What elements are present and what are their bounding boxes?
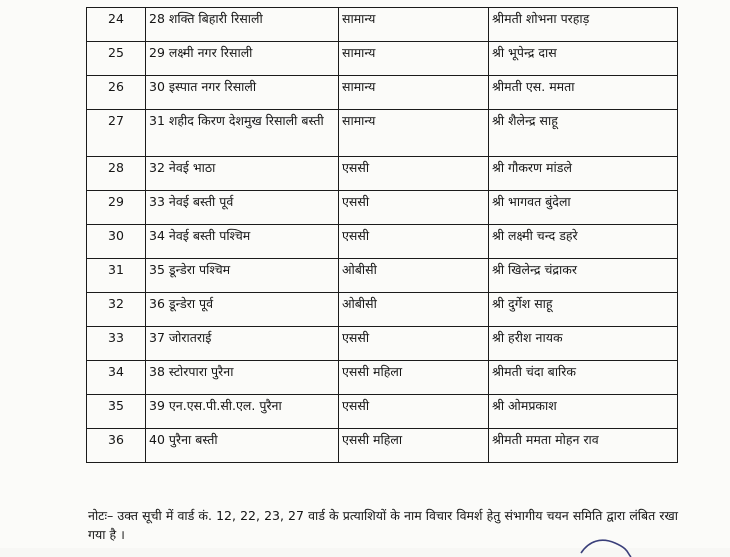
candidate-name: श्री खिलेन्द्र चंद्राकर (489, 259, 678, 293)
reservation-category: ओबीसी (339, 293, 489, 327)
table-row (87, 8, 678, 42)
candidate-name: श्री भूपेन्द्र दास (489, 42, 678, 76)
serial-number: 24 (87, 8, 146, 42)
table-row (87, 191, 678, 225)
serial-number: 26 (87, 76, 146, 110)
table-row (87, 327, 678, 361)
reservation-category: ओबीसी (339, 259, 489, 293)
candidate-name: श्री शैलेन्द्र साहू (489, 110, 678, 157)
reservation-category: एससी (339, 327, 489, 361)
table-row (87, 429, 678, 463)
candidate-name: श्रीमती एस. ममता (489, 76, 678, 110)
serial-number: 29 (87, 191, 146, 225)
table-row (87, 157, 678, 191)
table-row (87, 225, 678, 259)
table-row (87, 395, 678, 429)
ward-name: 33 नेवई बस्ती पूर्व (146, 191, 339, 225)
reservation-category: एससी (339, 157, 489, 191)
table-row (87, 259, 678, 293)
footnote: नोटः– उक्त सूची में वार्ड कं. 12, 22, 23, 27 वार्ड के प्रत्याशियों के नाम विचार विमर्श हेतु संभागीय चयन समिति द्वारा लंबित रखा गया है । (88, 508, 678, 542)
ward-name: 28 शक्ति बिहारी रिसाली (146, 8, 339, 42)
candidate-name: श्री ओमप्रकाश (489, 395, 678, 429)
candidate-name: श्रीमती शोभना परहाड़ (489, 8, 678, 42)
reservation-category: सामान्य (339, 76, 489, 110)
serial-number: 27 (87, 110, 146, 157)
serial-number: 30 (87, 225, 146, 259)
reservation-category: एससी (339, 191, 489, 225)
reservation-category: एससी (339, 225, 489, 259)
serial-number: 31 (87, 259, 146, 293)
table-row (87, 76, 678, 110)
ward-candidate-table (86, 7, 678, 463)
serial-number: 32 (87, 293, 146, 327)
ward-name: 39 एन.एस.पी.सी.एल. पुरैना (146, 395, 339, 429)
ward-name: 32 नेवई भाठा (146, 157, 339, 191)
signature-stroke (575, 527, 635, 557)
ward-name: 30 इस्पात नगर रिसाली (146, 76, 339, 110)
ward-name: 40 पुरैना बस्ती (146, 429, 339, 463)
ward-name: 34 नेवई बस्ती पश्चिम (146, 225, 339, 259)
reservation-category: सामान्य (339, 42, 489, 76)
candidate-name: श्री लक्ष्मी चन्द डहरे (489, 225, 678, 259)
ward-name: 29 लक्ष्मी नगर रिसाली (146, 42, 339, 76)
table-row (87, 293, 678, 327)
ward-name: 38 स्टोरपारा पुरैना (146, 361, 339, 395)
reservation-category: सामान्य (339, 110, 489, 157)
table-row (87, 42, 678, 76)
table-row (87, 361, 678, 395)
reservation-category: सामान्य (339, 8, 489, 42)
ward-name: 35 डून्डेरा पश्चिम (146, 259, 339, 293)
reservation-category: एससी महिला (339, 429, 489, 463)
candidate-name: श्री दुर्गेश साहू (489, 293, 678, 327)
candidate-name: श्रीमती ममता मोहन राव (489, 429, 678, 463)
ward-name: 37 जोरातराई (146, 327, 339, 361)
serial-number: 33 (87, 327, 146, 361)
reservation-category: एससी महिला (339, 361, 489, 395)
ward-name: 31 शहीद किरण देशमुख रिसाली बस्ती (146, 110, 339, 157)
candidate-name: श्री भागवत बुंदेला (489, 191, 678, 225)
reservation-category: एससी (339, 395, 489, 429)
serial-number: 35 (87, 395, 146, 429)
candidate-name: श्री हरीश नायक (489, 327, 678, 361)
candidate-name: श्रीमती चंदा बारिक (489, 361, 678, 395)
serial-number: 28 (87, 157, 146, 191)
ward-name: 36 डून्डेरा पूर्व (146, 293, 339, 327)
candidate-name: श्री गौकरण मांडले (489, 157, 678, 191)
serial-number: 25 (87, 42, 146, 76)
serial-number: 34 (87, 361, 146, 395)
serial-number: 36 (87, 429, 146, 463)
table-row (87, 110, 678, 157)
